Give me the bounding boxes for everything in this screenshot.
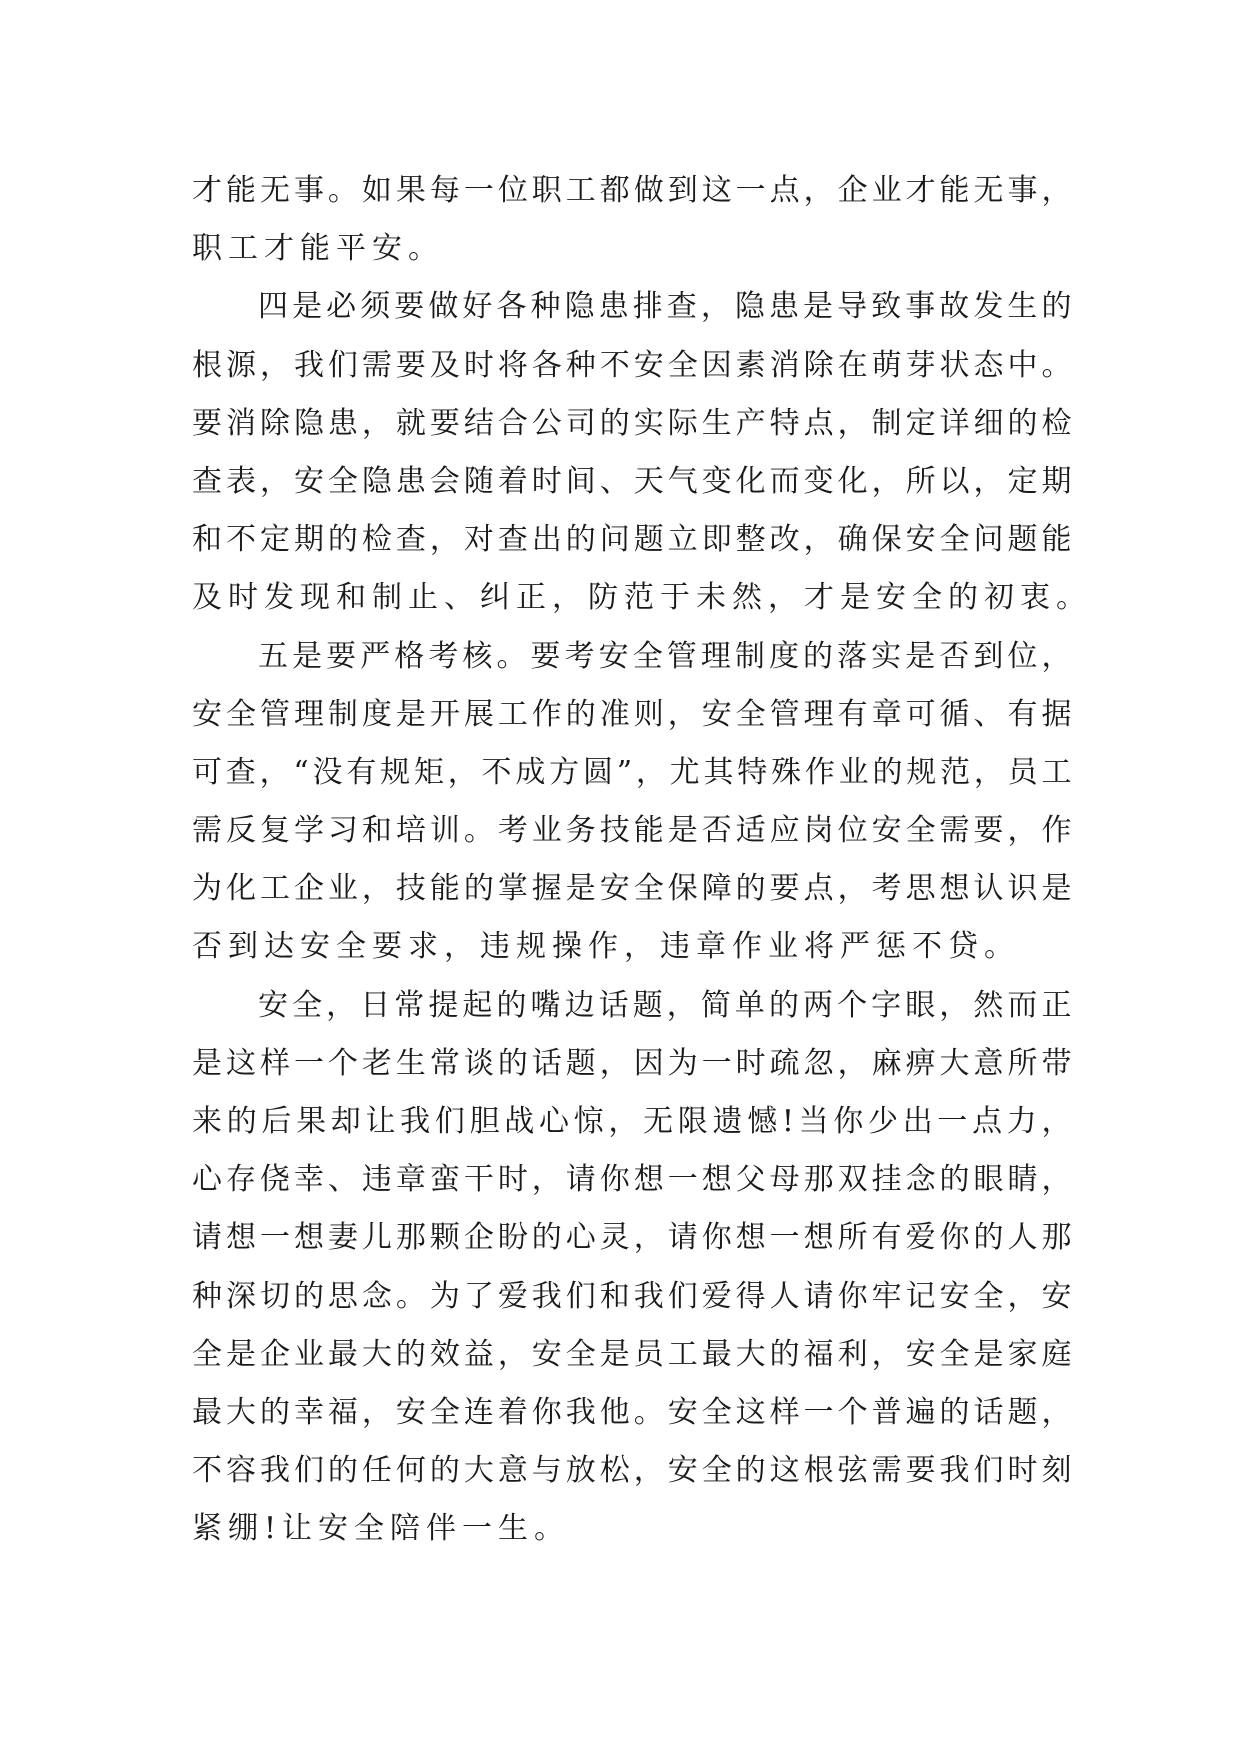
- text-line: 需反复学习和培训。考业务技能是否适应岗位安全需要，作: [192, 813, 1072, 849]
- text-line: 安全管理制度是开展工作的准则，安全管理有章可循、有据: [192, 696, 1072, 732]
- paragraph: [192, 977, 1072, 1559]
- text-line: 及时发现和制止、纠正，防范于未然，才是安全的初衷。: [192, 580, 1092, 616]
- text-line: 要消除隐患，就要结合公司的实际生产特点，制定详细的检: [192, 405, 1072, 441]
- text-line: 可查，“没有规矩，不成方圆”，尤其特殊作业的规范，员工: [192, 754, 1072, 790]
- text-line: 是这样一个老生常谈的话题，因为一时疏忽，麻痹大意所带: [192, 1045, 1072, 1081]
- text-line: 不容我们的任何的大意与放松，安全的这根弦需要我们时刻: [192, 1453, 1072, 1489]
- text-line: 否到达安全要求，违规操作，违章作业将严惩不贷。: [192, 929, 1020, 965]
- paragraph: [192, 162, 1072, 278]
- text-line: 五是要严格考核。要考安全管理制度的落实是否到位，: [258, 638, 1072, 674]
- document-body: [192, 162, 1092, 1559]
- paragraph: [192, 628, 1072, 977]
- text-line: 根源，我们需要及时将各种不安全因素消除在萌芽状态中。: [192, 347, 1072, 383]
- text-line: 心存侥幸、违章蛮干时，请你想一想父母那双挂念的眼睛，: [192, 1162, 1072, 1198]
- text-line: 四是必须要做好各种隐患排查，隐患是导致事故发生的: [258, 289, 1072, 325]
- text-line: 和不定期的检查，对查出的问题立即整改，确保安全问题能: [192, 522, 1072, 558]
- text-line: 才能无事。如果每一位职工都做到这一点，企业才能无事，: [192, 173, 1072, 208]
- text-line: 安全，日常提起的嘴边话题，简单的两个字眼，然而正: [258, 987, 1072, 1023]
- text-line: 紧绷!让安全陪伴一生。: [192, 1511, 571, 1547]
- text-line: 最大的幸福，安全连着你我他。安全这样一个普遍的话题，: [192, 1394, 1072, 1430]
- text-line: 来的后果却让我们胆战心惊，无限遗憾!当你少出一点力，: [192, 1104, 1072, 1139]
- text-line: 职工才能平安。: [192, 231, 444, 267]
- text-line: 种深切的思念。为了爱我们和我们爱得人请你牢记安全，安: [192, 1278, 1072, 1314]
- text-line: 为化工企业，技能的掌握是安全保障的要点，考思想认识是: [192, 871, 1072, 907]
- text-line: 全是企业最大的效益，安全是员工最大的福利，安全是家庭: [192, 1336, 1072, 1372]
- paragraph: [192, 278, 1092, 627]
- text-line: 请想一想妻儿那颗企盼的心灵，请你想一想所有爱你的人那: [192, 1220, 1072, 1256]
- text-line: 查表，安全隐患会随着时间、天气变化而变化，所以，定期: [192, 463, 1072, 499]
